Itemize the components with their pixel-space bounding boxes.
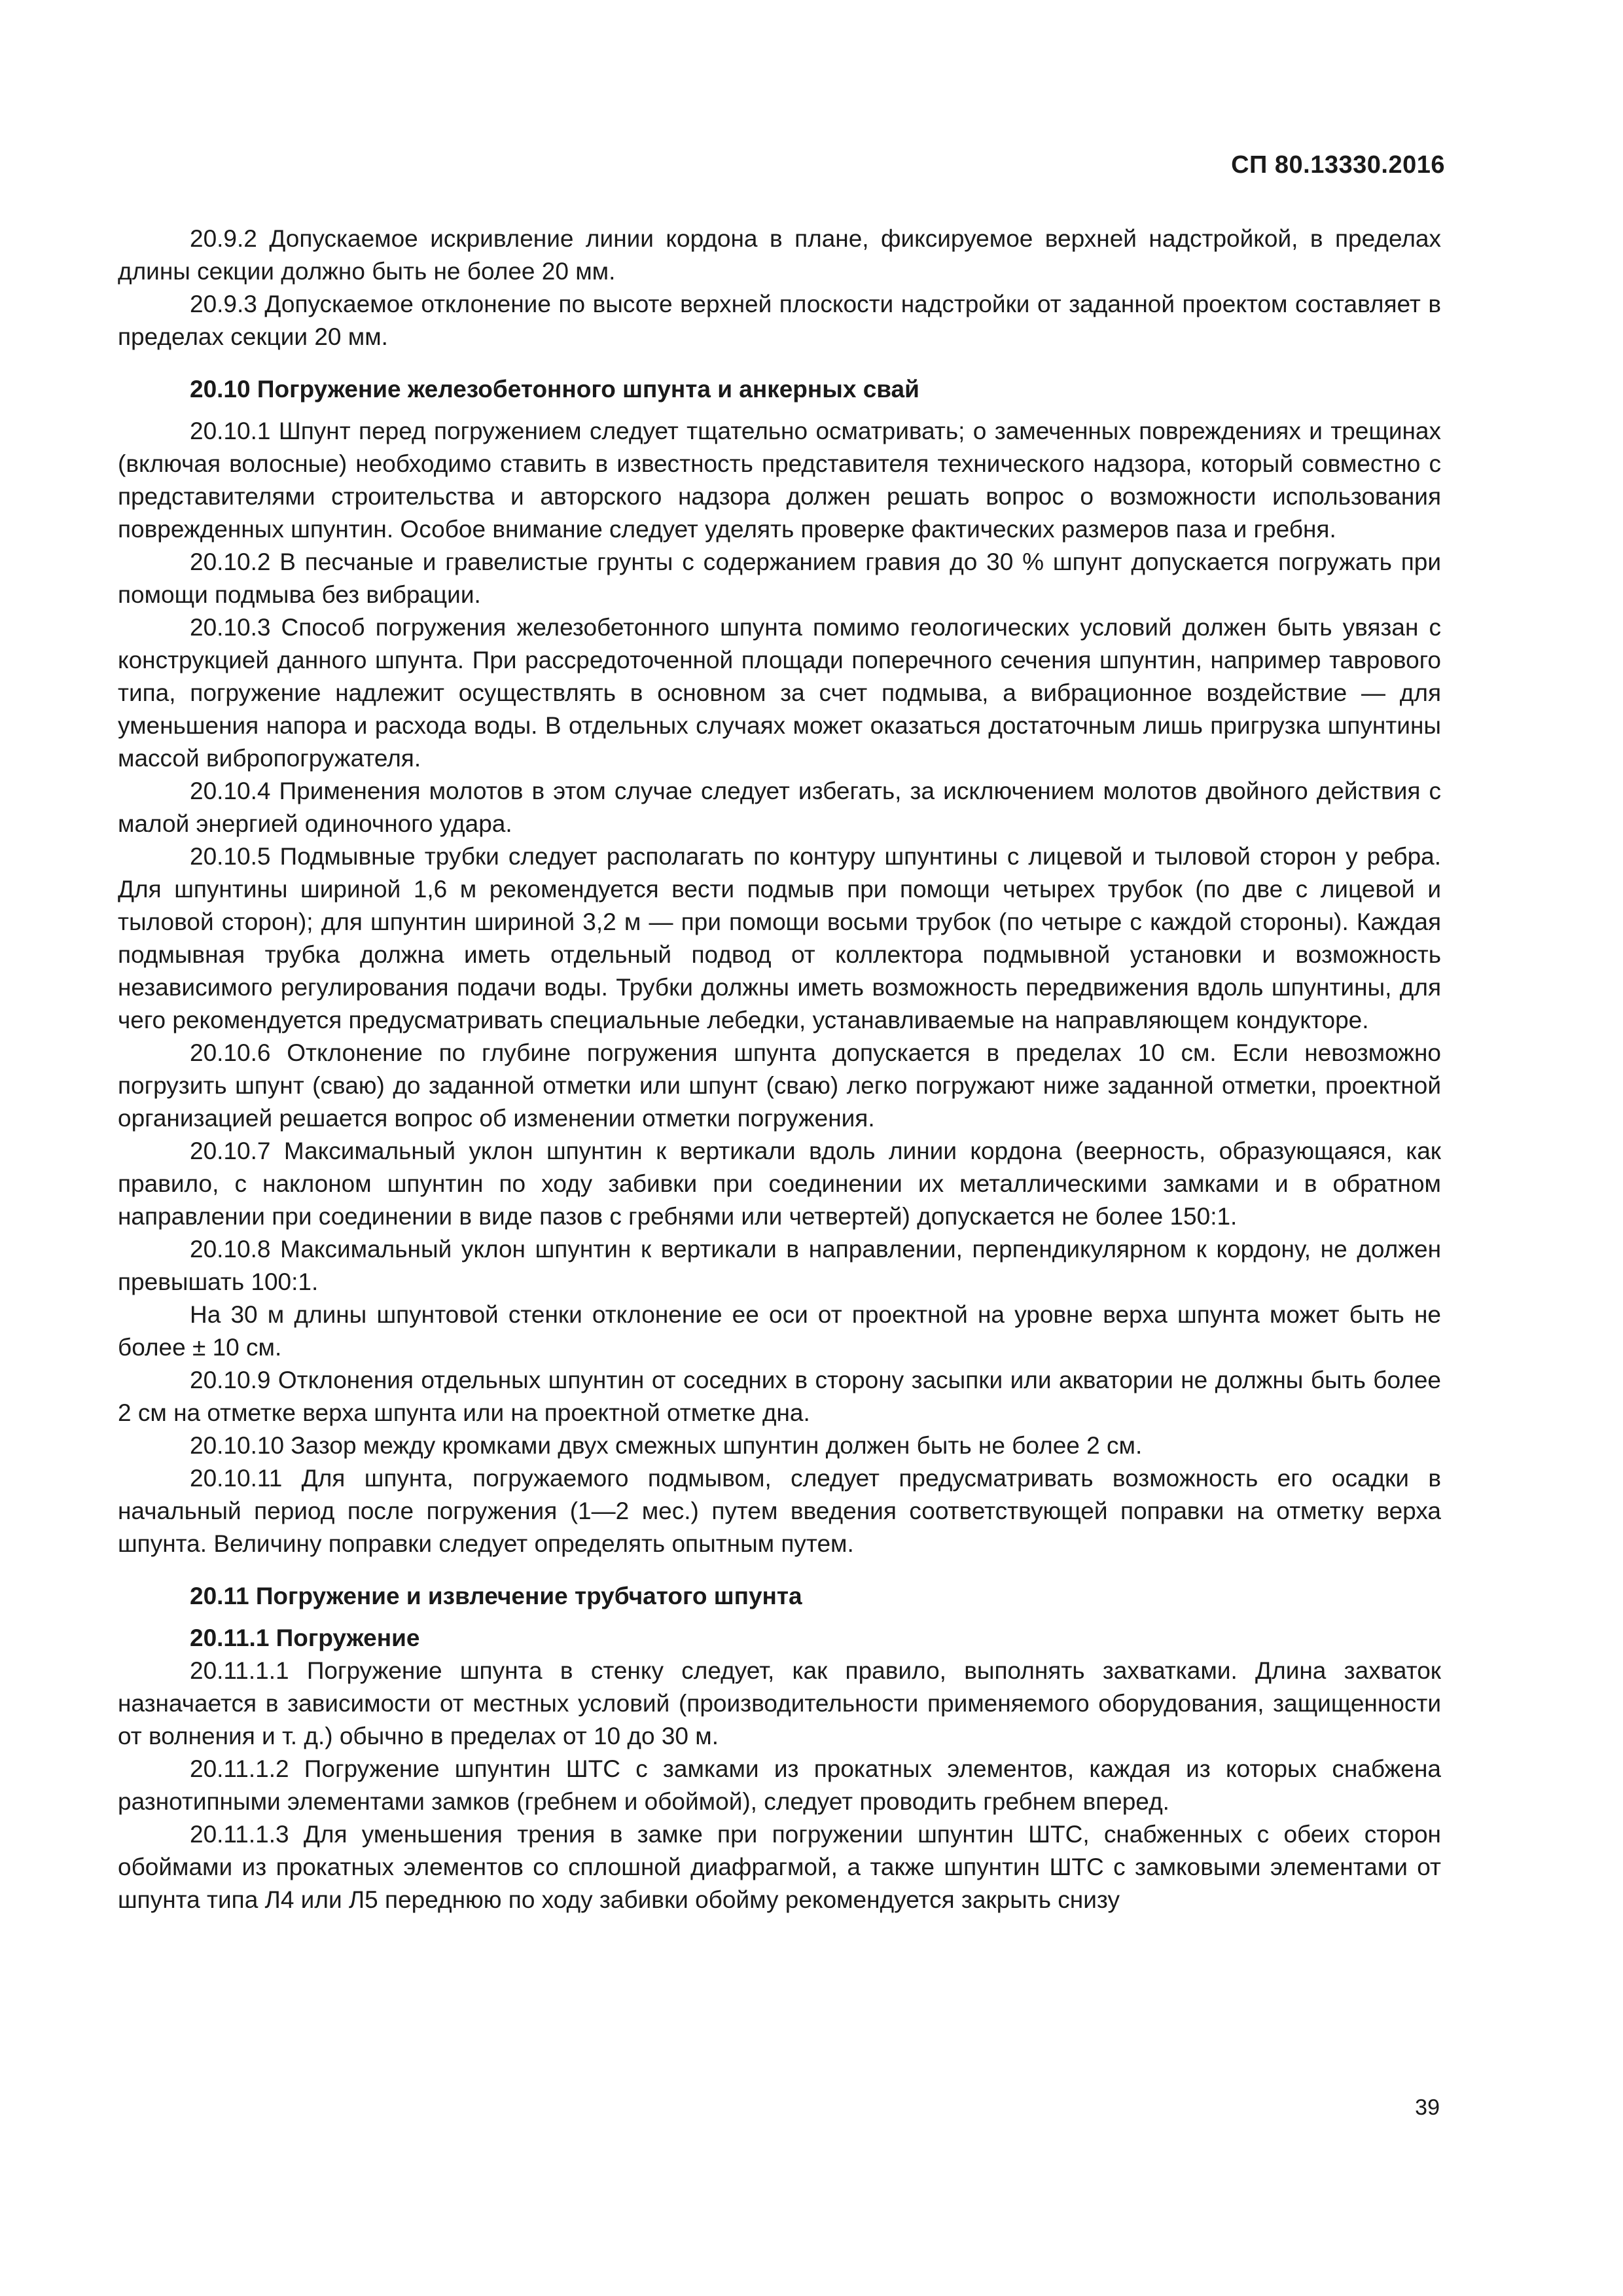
page-number: 39 [1415,2095,1440,2120]
section-spacer [118,353,1441,373]
paragraph-20-10-8-note: На 30 м длины шпунтовой стенки отклонение ее оси от проектной на уровне верха шпунта может быть не более ± 10 см. [118,1301,1441,1361]
paragraph-20-10-2: 20.10.2 В песчаные и гравелистые грунты с содержанием гравия до 30 % шпунт допускается погружать при помощи подмыва без вибрации. [118,548,1441,608]
paragraph-20-10-6: 20.10.6 Отклонение по глубине погружения шпунта допускается в пределах 10 см. Если невозможно погрузить шпунт (сваю) до заданной отметки или шпунт (сваю) легко погружают ниже заданной отметки, проектной организацией решается вопрос об изменении отметки погружения. [118,1039,1441,1132]
section-spacer [118,1560,1441,1580]
paragraph-20-10-9: 20.10.9 Отклонения отдельных шпунтин от соседних в сторону засыпки или акватории не должны быть более 2 см на отметке верха шпунта или на проектной отметке дна. [118,1367,1441,1426]
section-spacer [118,406,1441,415]
paragraph-20-11-1-3: 20.11.1.3 Для уменьшения трения в замке при погружении шпунтин ШТС, снабженных с обеих сторон обоймами из прокатных элементов со сплошной диафрагмой, а также шпунтин ШТС с замковыми элементами от шпунта типа Л4 или Л5 переднюю по ходу забивки обойму рекомендуется закрыть снизу [118,1821,1441,1913]
document-body [118,223,1441,1916]
section-heading-20-11: 20.11 Погружение и извлечение трубчатого шпунта [190,1583,802,1609]
paragraph-20-11-1-1: 20.11.1.1 Погружение шпунта в стенку следует, как правило, выполнять захватками. Длина захваток назначается в зависимости от местных условий (производительности применяемого оборудования, защищенности от волнения и т. д.) обычно в пределах от 10 до 30 м. [118,1657,1441,1749]
subsection-heading-20-11-1: 20.11.1 Погружение [190,1624,420,1651]
paragraph-20-10-3: 20.10.3 Способ погружения железобетонного шпунта помимо геологических условий должен быть увязан с конструкцией данного шпунта. При рассредоточенной площади поперечного сечения шпунтин, например таврового типа, погружение надлежит осуществлять в основном за счет подмыва, а вибрационное воздействие — для уменьшения напора и расхода воды. В отдельных случаях может оказаться достаточным лишь пригрузка шпунтины массой вибропогружателя. [118,614,1441,772]
paragraph-20-10-8: 20.10.8 Максимальный уклон шпунтин к вертикали в направлении, перпендикулярном к кордону, не должен превышать 100:1. [118,1236,1441,1295]
section-heading-20-10: 20.10 Погружение железобетонного шпунта и анкерных свай [190,376,919,403]
section-spacer [118,1613,1441,1622]
document-code: СП 80.13330.2016 [1231,151,1445,179]
paragraph-20-10-1: 20.10.1 Шпунт перед погружением следует тщательно осматривать; о замеченных повреждениях и трещинах (включая волосные) необходимо ставить в известность представителя технического надзора, который совместно с представителями строительства и авторского надзора должен решать вопрос о возможности использования поврежденных шпунтин. Особое внимание следует уделять проверке фактических размеров паза и гребня. [118,418,1441,543]
paragraph-20-11-1-2: 20.11.1.2 Погружение шпунтин ШТС с замками из прокатных элементов, каждая из которых снабжена разнотипными элементами замков (гребнем и обоймой), следует проводить гребнем вперед. [118,1755,1441,1815]
paragraph-20-10-5: 20.10.5 Подмывные трубки следует располагать по контуру шпунтины с лицевой и тыловой сторон у ребра. Для шпунтины шириной 1,6 м рекомендуется вести подмыв при помощи четырех трубок (по две с лицевой и тыловой сторон); для шпунтин шириной 3,2 м — при помощи восьми трубок (по четыре с каждой стороны). Каждая подмывная трубка должна иметь отдельный подвод от коллектора подмывной установки и возможность независимого регулирования подачи воды. Трубки должны иметь возможность передвижения вдоль шпунтины, для чего рекомендуется предусматривать специальные лебедки, устанавливаемые на направляющем кондукторе. [118,843,1441,1033]
paragraph-20-10-11: 20.10.11 Для шпунта, погружаемого подмывом, следует предусматривать возможность его осадки в начальный период после погружения (1—2 мес.) путем введения соответствующей поправки на отметку верха шпунта. Величину поправки следует определять опытным путем. [118,1465,1441,1557]
paragraph-20-10-4: 20.10.4 Применения молотов в этом случае следует избегать, за исключением молотов двойного действия с малой энергией одиночного удара. [118,778,1441,837]
paragraph-20-10-7: 20.10.7 Максимальный уклон шпунтин к вертикали вдоль линии кордона (веерность, образующаяся, как правило, с наклоном шпунтин по ходу забивки при соединении их металлическими замками и в обратном направлении при соединении в виде пазов с гребнями или четвертей) допускается не более 150:1. [118,1138,1441,1230]
paragraph-20-10-10: 20.10.10 Зазор между кромками двух смежных шпунтин должен быть не более 2 см. [190,1432,1143,1459]
paragraph-20-9-3: 20.9.3 Допускаемое отклонение по высоте верхней плоскости надстройки от заданной проектом составляет в пределах секции 20 мм. [118,291,1441,350]
paragraph-20-9-2: 20.9.2 Допускаемое искривление линии кордона в плане, фиксируемое верхней надстройкой, в пределах длины секции должно быть не более 20 мм. [118,225,1441,285]
